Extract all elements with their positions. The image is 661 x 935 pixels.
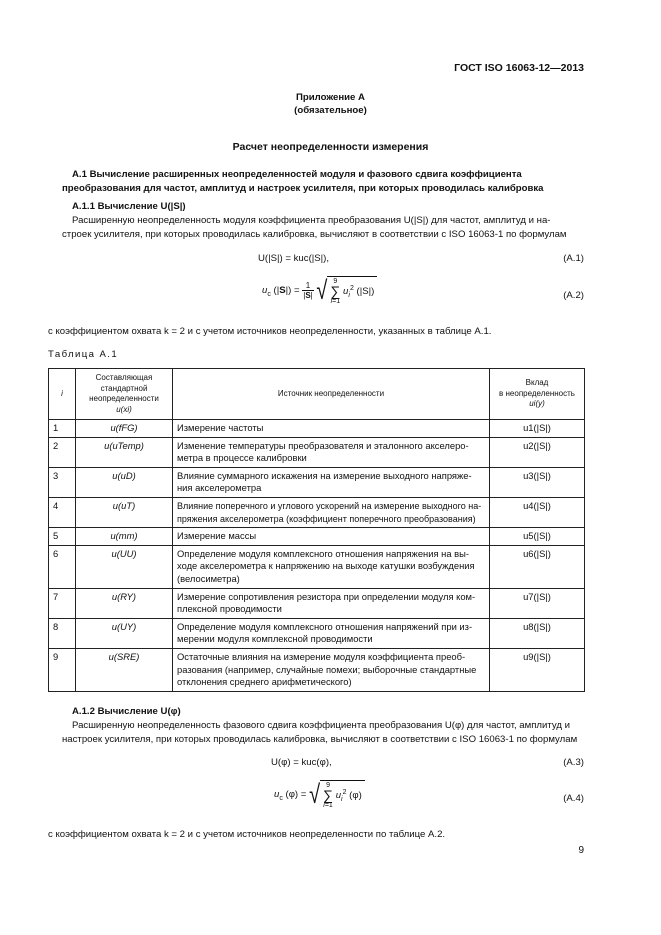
header-component: Составляющая стандартной неопределенности u(xi) (76, 369, 173, 420)
cell-contribution: u9(|S|) (490, 648, 585, 691)
a12-coverage-note: с коэффициентом охвата k = 2 и с учетом источников неопределенности по таблице А.2. (48, 829, 446, 840)
table-header-row (49, 369, 585, 420)
a12-paragraph-line2: настроек усилителя, при которых проводилась калибровка, вычисляют в соответствии с ISO 16063-1 по формулам (62, 733, 578, 745)
cell-component: u(UY) (76, 618, 173, 648)
cell-component: u(fFG) (76, 420, 173, 438)
cell-contribution: u7(|S|) (490, 588, 585, 618)
section-title: Расчет неопределенности измерения (232, 141, 429, 153)
table-row (49, 420, 585, 438)
cell-component: u(uD) (76, 467, 173, 497)
cell-component: u(uT) (76, 497, 173, 527)
uncertainty-table (48, 368, 585, 692)
equation-a1: U(|S|) = kuc(|S|), (258, 253, 330, 264)
cell-component: u(SRE) (76, 648, 173, 691)
table-row (49, 648, 585, 691)
cell-i: 8 (49, 618, 76, 648)
a11-paragraph (62, 214, 590, 241)
cell-i: 1 (49, 420, 76, 438)
equation-a2-number: (А.2) (563, 290, 584, 301)
cell-contribution: u5(|S|) (490, 528, 585, 546)
header-i: i (49, 369, 76, 420)
equation-a3-number: (А.3) (563, 757, 584, 768)
a12-paragraph (62, 719, 590, 746)
a1-heading-line1: А.1 Вычисление расширенных неопределенностей модуля и фазового сдвига коэффициента (72, 169, 522, 180)
cell-source: Влияние поперечного и углового ускорений на измерение выходного на-пряжения акселерометра (коэффициент поперечного преобразования) (173, 497, 490, 527)
equation-a4: $u_c$ (φ) = √ 9 ∑ i=1 $u_i^2$ (φ) (274, 780, 365, 809)
cell-i: 7 (49, 588, 76, 618)
header-source: Источник неопределенности (173, 369, 490, 420)
cell-contribution: u8(|S|) (490, 618, 585, 648)
cell-component: u(UU) (76, 545, 173, 588)
a12-paragraph-line1: Расширенную неопределенность фазового сдвига коэффициента преобразования U(φ) для частот, амплитуд и (72, 720, 570, 731)
table-row (49, 528, 585, 546)
table-row (49, 618, 585, 648)
cell-source: Влияние суммарного искажения на измерение выходного напряже-ния акселерометра (173, 467, 490, 497)
equation-a4-number: (А.4) (563, 793, 584, 804)
table-caption: Таблица А.1 (48, 349, 119, 360)
cell-contribution: u4(|S|) (490, 497, 585, 527)
a1-heading-line2: преобразования для частот, амплитуд и настроек усилителя, при которых проводилась калибровка (62, 182, 544, 194)
cell-i: 4 (49, 497, 76, 527)
a11-paragraph-line2: строек усилителя, при которых проводилась калибровка, вычисляют в соответствии с ISO 16063-1 по формулам (62, 228, 567, 240)
document-header: ГОСТ ISO 16063-12—2013 (454, 62, 584, 74)
table-row (49, 437, 585, 467)
cell-i: 2 (49, 437, 76, 467)
cell-source: Измерение сопротивления резистора при определении модуля ком-плексной проводимости (173, 588, 490, 618)
table-row (49, 497, 585, 527)
equation-a1-number: (А.1) (563, 253, 584, 264)
header-contribution: Вклад в неопределенность ui(y) (490, 369, 585, 420)
cell-component: u(uTemp) (76, 437, 173, 467)
cell-source: Остаточные влияния на измерение модуля коэффициента преоб-разования (например, случайные помехи; выборочные стандартные отклонения среднего арифметического) (173, 648, 490, 691)
cell-source: Определение модуля комплексного отношения напряжения на вы-ходе акселерометра к напряжению на выходе катушки возбуждения (велосиметра) (173, 545, 490, 588)
cell-component: u(mm) (76, 528, 173, 546)
cell-i: 9 (49, 648, 76, 691)
a1-coverage-note: с коэффициентом охвата k = 2 и с учетом источников неопределенности, указанных в таблице А.1. (48, 326, 492, 337)
annex-status: (обязательное) (294, 105, 367, 116)
cell-source: Измерение массы (173, 528, 490, 546)
a1-heading (62, 168, 592, 195)
a11-paragraph-line1: Расширенную неопределенность модуля коэффициента преобразования U(|S|) для частот, амплитуд и на- (72, 215, 551, 226)
annex-title: Приложение А (296, 92, 365, 103)
cell-contribution: u3(|S|) (490, 467, 585, 497)
cell-contribution: u6(|S|) (490, 545, 585, 588)
a11-heading: А.1.1 Вычисление U(|S|) (72, 201, 186, 212)
cell-i: 6 (49, 545, 76, 588)
cell-source: Измерение частоты (173, 420, 490, 438)
cell-source: Изменение температуры преобразователя и эталонного акселеро-метра в процессе калибровки (173, 437, 490, 467)
table-row (49, 545, 585, 588)
page-number: 9 (578, 845, 584, 856)
cell-contribution: u1(|S|) (490, 420, 585, 438)
cell-contribution: u2(|S|) (490, 437, 585, 467)
cell-i: 3 (49, 467, 76, 497)
cell-source: Определение модуля комплексного отношения напряжений при из-мерении модуля комплексной проводимости (173, 618, 490, 648)
equation-a3: U(φ) = kuc(φ), (271, 757, 332, 768)
table-row (49, 588, 585, 618)
table-row (49, 467, 585, 497)
a12-heading: А.1.2 Вычисление U(φ) (72, 706, 181, 717)
cell-i: 5 (49, 528, 76, 546)
equation-a2: $u_c$ (|S|) = $\frac{1}{|S|}$ √ 9 ∑ i=1 $u_i^2$ (|S|) (262, 276, 377, 305)
cell-component: u(RY) (76, 588, 173, 618)
